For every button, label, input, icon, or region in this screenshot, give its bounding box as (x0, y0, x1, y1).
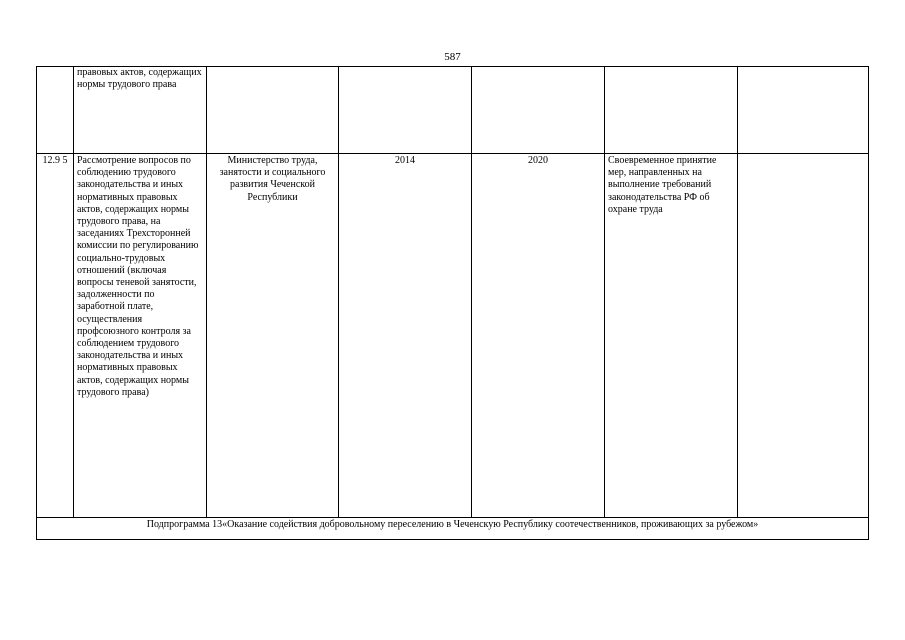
cell-expected-result: Своевременное принятие мер, направленных на выполнение требований законодательства РФ об охране труда (605, 154, 738, 518)
program-table (36, 66, 869, 540)
cell-executor (207, 67, 339, 154)
cell-start-year: 2014 (339, 154, 472, 518)
cell-end-year: 2020 (472, 154, 605, 518)
cell-end-year (472, 67, 605, 154)
page-number: 587 (444, 51, 461, 63)
cell-expected-result (605, 67, 738, 154)
table-row-continued (37, 67, 869, 154)
cell-measure-name: Рассмотрение вопросов по соблюдению трудового законодательства и иных нормативных правовых актов, содержащих нормы трудового права, на заседаниях Трехсторонней комиссии по регулированию социально-трудовых отношений (включая вопросы теневой занятости, задолженности по заработной плате, осуществления профсоюзного контроля за соблюдением трудового законодательства и иных нормативных правовых актов, содержащих нормы трудового права) (74, 154, 207, 518)
cell-number (37, 67, 74, 154)
cell-notes (738, 67, 869, 154)
table-row-12-95 (37, 154, 869, 518)
cell-notes (738, 154, 869, 518)
subprogram-title: Подпрограмма 13«Оказание содействия добровольному переселению в Чеченскую Республику соотечественников, проживающих за рубежом» (37, 518, 869, 540)
cell-executor: Министерство труда, занятости и социального развития Чеченской Республики (207, 154, 339, 518)
table-row-subprogram-13 (37, 518, 869, 540)
cell-number: 12.9 5 (37, 154, 74, 518)
cell-start-year (339, 67, 472, 154)
cell-measure-name: правовых актов, содержащих нормы трудового права (74, 67, 207, 154)
